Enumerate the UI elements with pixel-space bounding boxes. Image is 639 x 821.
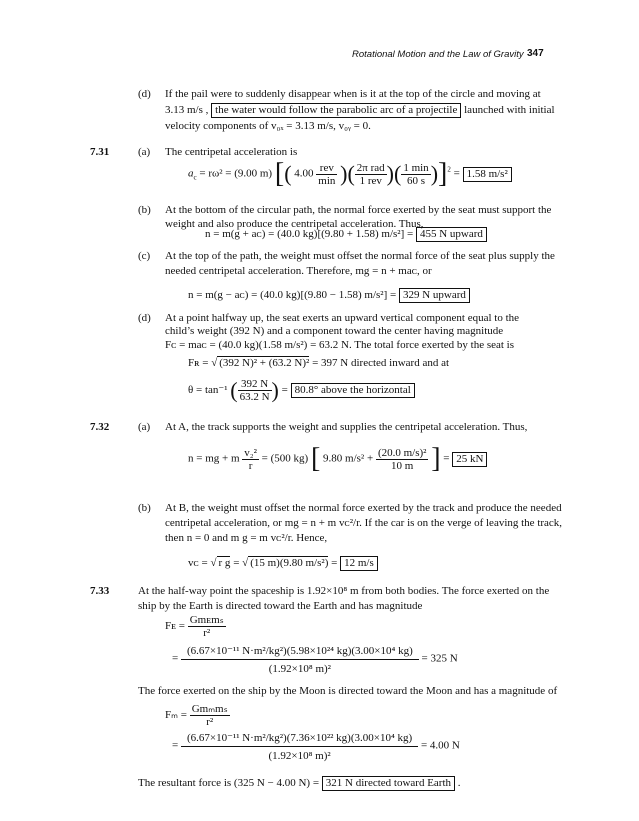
eq-part: = (500 kg) — [261, 452, 309, 465]
radicand: r g — [218, 557, 231, 569]
text-line: The centripetal acceleration is — [165, 146, 298, 158]
frac-den: (1.92×10⁸ m)² — [268, 750, 331, 762]
text-line: velocity components of v₀ₓ = 3.13 m/s, v₀ᵧ = 0. — [165, 120, 371, 132]
answer-box: 321 N directed toward Earth — [322, 776, 455, 791]
eq-symbol: a — [188, 167, 194, 180]
frac-num: 2π rad — [356, 161, 385, 174]
page-number: 347 — [527, 48, 544, 59]
frac-num: (20.0 m/s)² — [377, 446, 427, 459]
equation — [205, 227, 487, 242]
text-fragment: The resultant force is (325 N − 4.00 N) = — [138, 777, 320, 789]
eq-part: = 325 N — [421, 652, 458, 665]
frac-den: 10 m — [391, 459, 414, 472]
frac-den: r² — [206, 716, 214, 728]
eq-part: Fʀ = — [188, 357, 209, 369]
radicand: (392 N)² + (63.2 N)² — [219, 357, 310, 369]
equation: = $\frac{\text{(6.67×10⁻¹¹ N·m²/kg²)(7.36×10²² kg)(3.00×10⁴ kg)}}{\text{(1.92×10⁸ m)²}}$ = 4.00 N — [172, 732, 460, 762]
eq-part: n = m(g − aᴄ) = (40.0 kg)[(9.80 − 1.58) m/s²] = — [188, 289, 397, 301]
text-line: At the bottom of the circular path, the normal force exerted by the seat must support the — [165, 204, 552, 216]
eq-part: 9.80 m/s² + — [323, 452, 374, 465]
text-line: child’s weight (392 N) and a component toward the center having magnitude — [165, 325, 504, 337]
answer-box: the water would follow the parabolic arc of a projectile — [211, 103, 461, 118]
frac-num: (6.67×10⁻¹¹ N·m²/kg²)(7.36×10²² kg)(3.00×10⁴ kg) — [181, 730, 418, 747]
equation: θ = tan⁻¹ ( $\frac{392 N}{63.2 N}$ ) = 80.8° above the horizontal — [188, 378, 415, 403]
answer-box: 80.8° above the horizontal — [291, 383, 415, 398]
frac-num: 1 min — [403, 161, 429, 174]
frac-den: r² — [203, 627, 211, 639]
frac-num: Gmᴇmₛ — [189, 614, 224, 626]
text-fragment: launched with initial — [464, 104, 555, 116]
equation: vᴄ = √ r g = √ (15 m)(9.80 m/s²) = 12 m/s — [188, 556, 378, 571]
frac-num: Gmₘmₛ — [191, 703, 228, 715]
equation — [165, 614, 226, 639]
eq-part: Fᴇ = — [165, 620, 185, 633]
frac-den: 1 rev — [359, 174, 382, 187]
part-label: (b) — [138, 204, 151, 216]
text-line: At A, the track supports the weight and supplies the centripetal acceleration. Thus, — [165, 421, 528, 433]
text-line: At a point halfway up, the seat exerts an upward vertical component equal to the — [165, 312, 520, 324]
text-line: If the pail were to suddenly disappear when is it at the top of the circle and moving at — [165, 88, 541, 100]
equation: = $\frac{\text{(6.67×10⁻¹¹ N·m²/kg²)(5.98×10²⁴ kg)(3.00×10⁴ kg)}}{\text{(1.92×10⁸ m)²}}$ = 325 N — [172, 645, 458, 675]
radicand: (15 m)(9.80 m/s²) — [250, 557, 329, 569]
text-line: then n = 0 and m g = m vᴄ²/r. Hence, — [165, 532, 328, 544]
eq-part: 4.00 — [294, 167, 314, 180]
problem-number: 7.32 — [90, 421, 110, 433]
equation: n = mg + m $\frac{\text{v₂²}}{r}$ = (500 kg) [ 9.80 m/s² + $\frac{\text{(20.0 m/s)²}}{10 m}$ ] = 25 kN — [188, 445, 487, 473]
eq-part: = 397 N directed inward and at — [312, 357, 450, 369]
part-label: (d) — [138, 312, 151, 324]
frac-den: min — [318, 174, 336, 187]
eq-part: = 4.00 N — [420, 739, 460, 752]
equation: Fʀ = √ (392 N)² + (63.2 N)² = 397 N directed inward and at — [188, 357, 450, 369]
answer-box: 25 kN — [452, 452, 487, 467]
frac-den: 63.2 N — [239, 391, 270, 403]
equation — [165, 703, 230, 728]
frac-den: r — [248, 459, 253, 472]
frac-den: (1.92×10⁸ m)² — [268, 663, 331, 675]
text-line: Fᴄ = maᴄ = (40.0 kg)(1.58 m/s²) = 63.2 N. The total force exerted by the seat is — [165, 339, 515, 351]
text-line: needed centripetal acceleration. Therefore, mg = n + maᴄ, or — [165, 265, 432, 277]
answer-box: 455 N upward — [416, 227, 487, 242]
text-line: At B, the weight must offset the normal force exerted by the track and produce the needed — [165, 502, 562, 514]
text-line — [138, 776, 461, 791]
text-line: At the half-way point the spaceship is 1.92×10⁸ m from both bodies. The force exerted on the — [138, 585, 550, 597]
text-line: The force exerted on the ship by the Moon is directed toward the Moon and has a magnitude of — [138, 685, 558, 697]
equation — [188, 288, 470, 303]
eq-part: vᴄ = — [188, 557, 208, 569]
frac-num: v₂² — [244, 446, 257, 459]
frac-num: rev — [316, 162, 337, 175]
text-line: centripetal acceleration, or mg = n + m vᴄ²/r. If the car is on the verge of leaving the track, — [165, 517, 563, 529]
text-line: weight and also produce the centripetal acceleration. Thus, — [165, 218, 424, 230]
eq-part: n = mg + m — [188, 452, 240, 465]
part-label: (a) — [138, 421, 151, 433]
part-label: (c) — [138, 250, 151, 262]
part-label: (d) — [138, 88, 151, 100]
answer-box: 12 m/s — [340, 556, 378, 571]
text-fragment: . — [457, 777, 461, 789]
text-fragment: 3.13 m/s , — [165, 104, 209, 116]
part-label: (b) — [138, 502, 151, 514]
text-line: At the top of the path, the weight must offset the normal force of the seat plus supply the — [165, 250, 555, 262]
eq-part: θ = tan⁻¹ — [188, 384, 228, 397]
eq-part: n = m(g + aᴄ) = (40.0 kg)[(9.80 + 1.58) m/s²] = — [205, 228, 414, 240]
frac-den: 60 s — [406, 174, 426, 187]
equation: $a_c = r\omega^2 = (9.00$ m) [( 4.00 $\frac{\text{rev}}{\min}$ )( $\frac{\text{2π rad}}{\text{1 rev}}$ )( $\frac{1 \min}{60 s}$ )]$^2$ = 1.58 m/s² — [188, 160, 512, 188]
frac-num: (6.67×10⁻¹¹ N·m²/kg²)(5.98×10²⁴ kg)(3.00×10⁴ kg) — [181, 643, 419, 660]
answer-box: 329 N upward — [399, 288, 470, 303]
answer-box: 1.58 m/s² — [463, 167, 512, 182]
running-header: Rotational Motion and the Law of Gravity — [352, 49, 524, 60]
text-line — [165, 103, 555, 118]
problem-number: 7.33 — [90, 585, 110, 597]
text-line: ship by the Earth is directed toward the Earth and has magnitude — [138, 600, 423, 612]
eq-part: Fₘ = — [165, 709, 187, 722]
eq-part: = rω² = (9.00 m) — [199, 167, 273, 180]
problem-number: 7.31 — [90, 146, 110, 158]
part-label: (a) — [138, 146, 151, 158]
frac-num: 392 N — [238, 378, 272, 391]
eq-part: = — [233, 557, 240, 569]
